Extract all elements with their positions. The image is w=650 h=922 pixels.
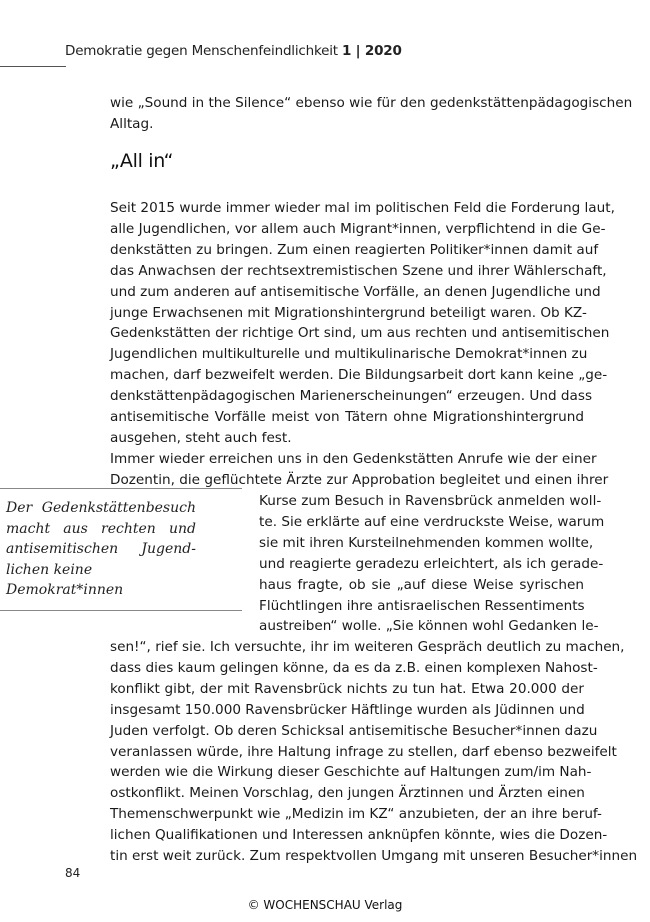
body-line: wie „Sound in the Silence“ ebenso wie für den gedenkstättenpädagogischen xyxy=(110,95,633,111)
body-line: Jugendlichen multikulturelle und multikulinarische Demokrat*innen zu xyxy=(110,346,588,363)
body-line: te. Sie erklärte auf eine verdruckste Weise, warum xyxy=(259,513,605,530)
body-line: Flüchtlingen ihre antisraelischen Ressentiments xyxy=(259,597,585,614)
body-line: Seit 2015 wurde immer wieder mal im politischen Feld die Forderung laut, xyxy=(110,200,615,216)
body-line: und reagierte geradezu erleichtert, als ich gerade- xyxy=(259,555,604,572)
body-line: ausgehen, steht auch fest. xyxy=(110,429,292,446)
publisher-footer: © WOCHENSCHAU Verlag xyxy=(247,898,403,912)
page-number: 84 xyxy=(65,866,81,880)
body-line: junge Erwachsenen mit Migrationshintergrund beteiligt waren. Ob KZ- xyxy=(110,304,587,321)
body-line: haus fragte, ob sie „auf diese Weise syrischen xyxy=(259,576,584,593)
body-line: alle Jugendlichen, vor allem auch Migrant*innen, verpflichtend in die Ge- xyxy=(110,220,606,237)
body-line: sie mit ihren Kursteilnehmenden kommen wollte, xyxy=(259,534,594,551)
body-line: konflikt gibt, der mit Ravensbrück nichts zu tun hat. Etwa 20.000 der xyxy=(110,680,584,697)
body-line: veranlassen würde, ihre Haltung infrage zu stellen, darf ebenso bezweifelt xyxy=(110,743,617,760)
header-rule xyxy=(0,66,66,67)
body-line: denkstättenpädagogischen Marienerscheinungen“ erzeugen. Und dass xyxy=(110,388,593,405)
section-heading: „All in“ xyxy=(110,150,174,172)
body-line: denkstätten zu bringen. Zum einen reagierten Politiker*innen damit auf xyxy=(110,241,599,258)
body-line: Alltag. xyxy=(110,115,154,132)
pull-quote-line: macht aus rechten und xyxy=(6,520,196,537)
body-line: Immer wieder erreichen uns in den Gedenkstätten Anrufe wie der einer xyxy=(110,451,597,467)
body-line: austreiben“ wolle. „Sie können wohl Gedanken le- xyxy=(259,618,599,635)
body-line: Gedenkstätten der richtige Ort sind, um aus rechten und antisemitischen xyxy=(110,325,610,342)
body-line: dass dies kaum gelingen könne, da es da z.B. einen komplexen Nahost- xyxy=(110,659,598,676)
body-line: machen, darf bezweifelt werden. Die Bildungsarbeit dort kann keine „ge- xyxy=(110,367,608,384)
pull-quote-line: Demokrat*innen xyxy=(6,582,124,598)
pull-quote-bottom-rule xyxy=(0,610,242,611)
pull-quote-top-rule xyxy=(0,488,242,489)
body-line: lichen Qualifikationen und Interessen anknüpfen könnte, wies die Dozen- xyxy=(110,827,608,844)
body-line: antisemitische Vorfälle meist von Tätern ohne Migrationshintergrund xyxy=(110,409,584,425)
journal-title: Demokratie gegen Menschenfeindlichkeit xyxy=(65,43,338,59)
pull-quote-line: lichen keine xyxy=(6,561,93,578)
body-line: und zum anderen auf antisemitische Vorfälle, an denen Jugendliche und xyxy=(110,283,601,300)
issue-number: 1 | 2020 xyxy=(341,43,402,59)
body-line: Themenschwerpunkt wie „Medizin im KZ“ anzubieten, der an ihre beruf- xyxy=(110,806,602,823)
body-line: Juden verfolgt. Ob deren Schicksal antisemitische Besucher*innen dazu xyxy=(110,722,598,739)
body-line: werden wie die Wirkung dieser Geschichte auf Haltungen zum/im Nah- xyxy=(110,764,592,781)
running-header xyxy=(65,43,402,59)
body-line: Dozentin, die geflüchtete Ärzte zur Approbation begleitet und einen ihrer xyxy=(110,471,609,488)
pull-quote-line: antisemitischen Jugend- xyxy=(6,541,196,557)
body-line: das Anwachsen der rechtsextremistischen Szene und ihrer Wählerschaft, xyxy=(110,262,607,279)
body-line: ostkonflikt. Meinen Vorschlag, den jungen Ärztinnen und Ärzten einen xyxy=(110,785,585,802)
body-line: tin erst weit zurück. Zum respektvollen Umgang mit unseren Besucher*innen xyxy=(110,848,638,864)
body-line: Kurse zum Besuch in Ravensbrück anmelden woll- xyxy=(259,493,602,509)
pull-quote-line: Der Gedenkstättenbesuch xyxy=(6,500,196,516)
body-line: sen!“, rief sie. Ich versuchte, ihr im weiteren Gespräch deutlich zu machen, xyxy=(110,639,625,655)
body-line: insgesamt 150.000 Ravensbrücker Häftlinge wurden als Jüdinnen und xyxy=(110,701,585,718)
